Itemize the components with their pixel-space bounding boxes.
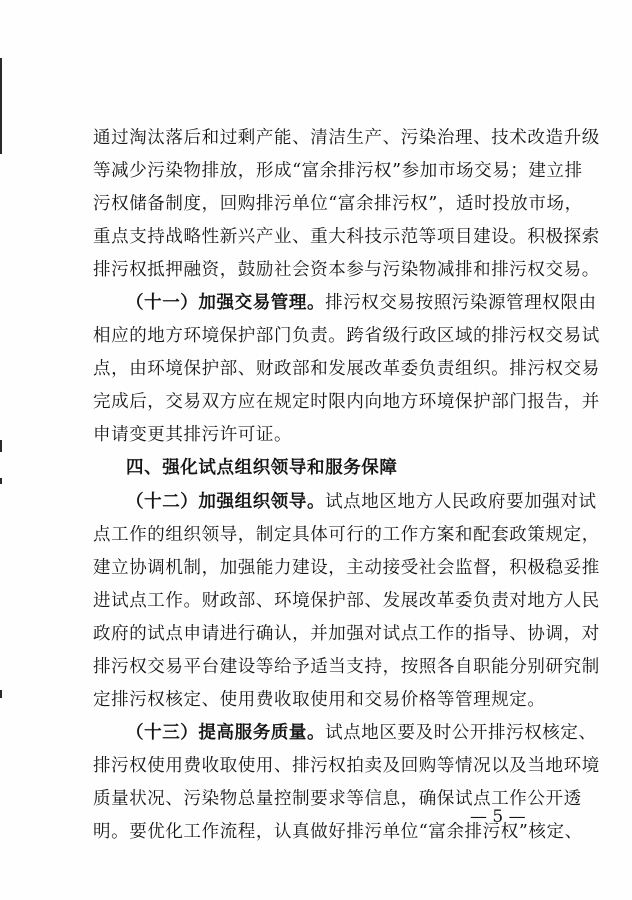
text-run: 试点地区要及时公开排污权核定、 [325,723,597,743]
text-line: 进试点工作。财政部、环境保护部、发展改革委负责对地方人民 [93,591,600,611]
subsection-title: （十三）提高服务质量。 [126,723,326,743]
text-line: 申请变更其排污许可证。 [93,425,293,445]
text-line: 排污权抵押融资，鼓励社会资本参与污染物减排和排污权交易。 [93,260,600,280]
binding-edge-mark [0,690,2,698]
text-line: 污权储备制度，回购排污单位“富余排污权”，适时投放市场， [93,194,583,214]
text-line: 完成后，交易双方应在规定时限内向地方环境保护部门报告，并 [93,392,600,412]
paragraph-first-line [126,721,597,745]
text-line: 政府的试点申请进行确认，并加强对试点工作的指导、协调，对 [93,624,600,644]
section-heading: 四、强化试点组织领导和服务保障 [126,458,398,478]
binding-edge-mark [0,478,2,484]
text-line: 明。要优化工作流程，认真做好排污单位“富余排污权”核定、 [93,822,583,842]
text-line: 等减少污染物排放，形成“富余排污权”参加市场交易；建立排 [93,161,583,181]
paragraph-first-line [126,291,597,315]
page-number: — 5 — [470,807,526,827]
text-line: 排污权交易平台建设等给予适当支持，按照各自职能分别研究制 [93,657,600,677]
subsection-title: （十二）加强组织领导。 [126,492,326,512]
text-run: 排污权交易按照污染源管理权限由 [325,293,597,313]
text-line: 重点支持战略性新兴产业、重大科技示范等项目建设。积极探索 [93,227,600,247]
text-line: 质量状况、污染物总量控制要求等信息，确保试点工作公开透 [93,789,582,809]
text-line: 相应的地方环境保护部门负责。跨省级行政区域的排污权交易试 [93,326,600,346]
text-run: 试点地区地方人民政府要加强对试 [325,492,597,512]
paragraph-first-line [126,490,597,514]
text-line: 建立协调机制，加强能力建设，主动接受社会监督，积极稳妥推 [93,558,600,578]
text-line: 排污权使用费收取使用、排污权拍卖及回购等情况以及当地环境 [93,756,600,776]
text-line: 通过淘汰落后和过剩产能、清洁生产、污染治理、技术改造升级 [93,128,600,148]
text-line: 点，由环境保护部、财政部和发展改革委负责组织。排污权交易 [93,359,600,379]
text-line: 定排污权核定、使用费收取使用和交易价格等管理规定。 [93,690,546,710]
binding-edge-mark [0,440,2,452]
text-line: 点工作的组织领导，制定具体可行的工作方案和配套政策规定， [93,525,600,545]
binding-edge-mark [0,58,2,154]
subsection-title: （十一）加强交易管理。 [126,293,326,313]
